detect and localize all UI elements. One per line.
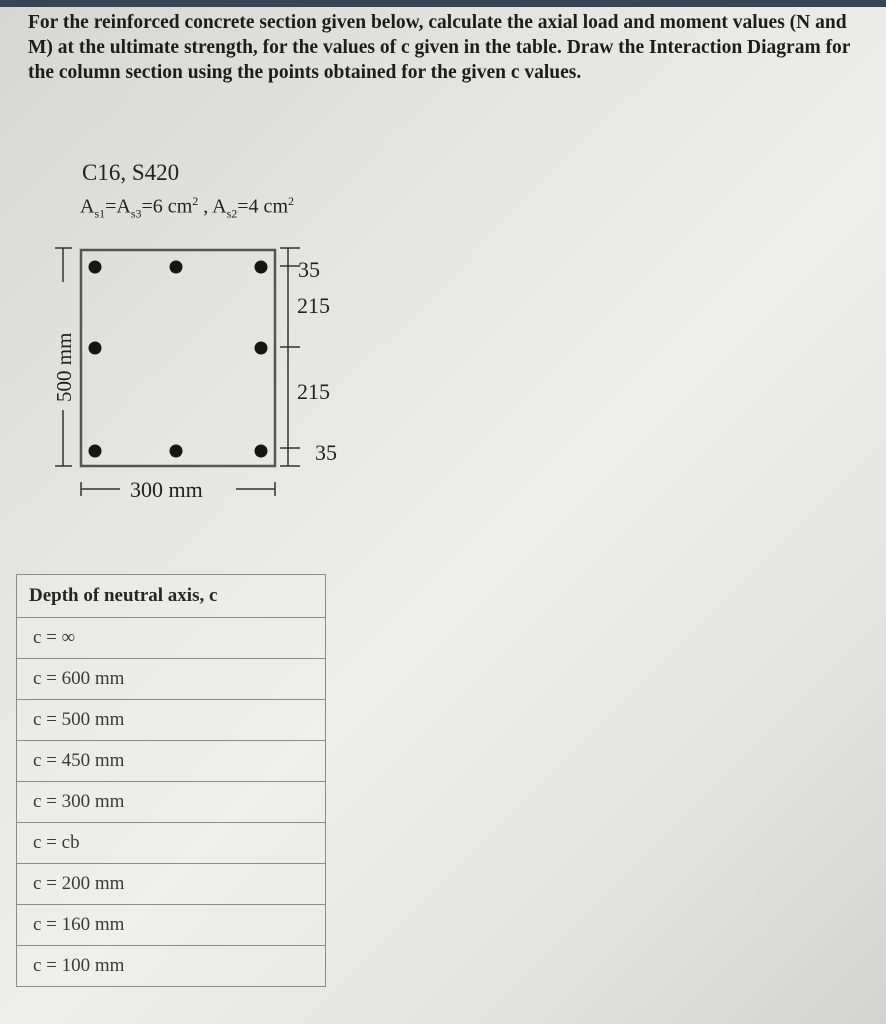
table-cell: c = 300 mm <box>17 782 326 823</box>
table-cell: c = 500 mm <box>17 700 326 741</box>
right-dimension-chain <box>280 248 300 466</box>
table-cell: c = 600 mm <box>17 659 326 700</box>
table-header-row <box>17 575 326 618</box>
height-label: 500 mm <box>52 332 76 402</box>
rebar-bottom-middle <box>170 445 183 458</box>
steel-areas-label: $A_{s1}=A_{s3}=6$ $cm^2$ , $A_{s2}=4$ $cm^2$ <box>80 194 294 221</box>
width-label: 300 mm <box>130 477 203 502</box>
neutral-axis-table <box>16 574 326 987</box>
table-row <box>17 905 326 946</box>
table-cell: c = 100 mm <box>17 946 326 987</box>
table-cell: c = 200 mm <box>17 864 326 905</box>
table-row <box>17 864 326 905</box>
table-cell: c = ∞ <box>17 618 326 659</box>
table-row <box>17 823 326 864</box>
rebars <box>89 261 268 458</box>
table-row <box>17 700 326 741</box>
table-cell: c = 450 mm <box>17 741 326 782</box>
rebar-bottom-right <box>255 445 268 458</box>
dim-top-cover: 35 <box>298 257 320 282</box>
table-header: Depth of neutral axis, c <box>17 575 326 618</box>
table-row <box>17 741 326 782</box>
problem-statement: For the reinforced concrete section given below, calculate the axial load and moment values (N and M) at the ultimate strength, for the values of c given in the table. Draw the Interaction Diagram for the column section using the points obtained for the given c values. <box>28 12 851 83</box>
rebar-bottom-left <box>89 445 102 458</box>
section-outline <box>81 250 275 466</box>
dim-bottom-cover: 35 <box>315 440 337 465</box>
rebar-mid-right <box>255 342 268 355</box>
table-cell: c = 160 mm <box>17 905 326 946</box>
rebar-top-right <box>255 261 268 274</box>
table-row <box>17 782 326 823</box>
table-row <box>17 618 326 659</box>
dim-lower-spacing: 215 <box>297 379 330 404</box>
table-cell: c = cb <box>17 823 326 864</box>
rebar-mid-left <box>89 342 102 355</box>
material-grade: C16, S420 <box>82 160 180 185</box>
table-row <box>17 946 326 987</box>
dim-upper-spacing: 215 <box>297 293 330 318</box>
rebar-top-left <box>89 261 102 274</box>
rebar-top-middle <box>170 261 183 274</box>
table-row <box>17 659 326 700</box>
